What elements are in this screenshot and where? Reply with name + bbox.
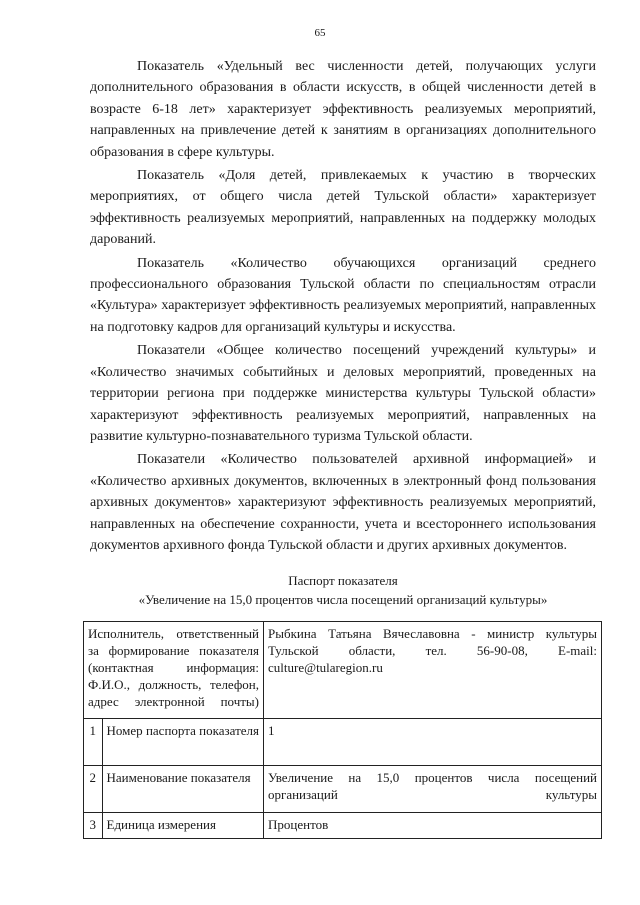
passport-heading [90,571,596,609]
paragraph-vocational-students: Показатель «Количество обучающихся организаций среднего профессионального образования Тульской области по специальностям отрасли «Культура» характеризует эффективность реализуемых мероприятий, направленных на подготовку кадров для организаций культуры и искусства. [90,255,596,335]
row-label: Наименование показателя [102,766,264,813]
passport-subtitle: «Увеличение на 15,0 процентов числа посещений организаций культуры» [138,592,548,607]
table-row [84,766,602,813]
body-text [90,56,596,558]
paragraph-culture-tourism: Показатели «Общее количество посещений учреждений культуры» и «Количество значимых событийных и деловых мероприятий, проведенных на территории региона при поддержке министерства культуры Тульской области» характеризуют эффективность реализуемых мероприятий, направленных на развитие культурно-познавательного туризма Тульской области. [90,343,596,444]
table-row [84,719,602,766]
page-number: 65 [314,27,326,39]
row-number: 2 [84,766,103,813]
paragraph-creative-events: Показатель «Доля детей, привлекаемых к участию в творческих мероприятиях, от общего числа детей Тульской области» характеризует эффективность реализуемых мероприятий, направленных на поддержку молодых дарований. [90,168,596,248]
executor-value: Рыбкина Татьяна Вячеславовна - министр культуры Тульской области, тел. 56-90-08, E-mail: culture@tularegion.ru [264,622,602,719]
row-label: Единица измерения [102,813,264,839]
row-value: Процентов [264,813,602,839]
row-label: Номер паспорта показателя [102,719,264,766]
row-number: 1 [84,719,103,766]
passport-table [83,621,602,839]
row-number: 3 [84,813,103,839]
passport-title: Паспорт показателя [288,573,398,588]
paragraph-archives: Показатели «Количество пользователей архивной информацией» и «Количество архивных документов, включенных в электронный фонд пользования архивных документов» характеризуют эффективность реализуемых мероприятий, направленных на обеспечение сохранности, учета и всестороннего использования документов архивного фонда Тульской области и других архивных документов. [90,452,596,553]
row-value: 1 [264,719,602,766]
row-value: Увеличение на 15,0 процентов числа посещений организаций культуры [264,766,602,813]
table-row-executor [84,622,602,719]
paragraph-children-arts-education: Показатель «Удельный вес численности детей, получающих услуги дополнительного образования в области искусств, в общей численности детей в возрасте 6-18 лет» характеризует эффективность реализуемых мероприятий, направленных на привлечение детей к занятиям в организациях дополнительного образования в сфере культуры. [90,59,596,160]
executor-label: Исполнитель, ответственный за формирование показателя (контактная информация: Ф.И.О., должность, телефон, адрес электронной почты) [84,622,264,719]
table-row [84,813,602,839]
